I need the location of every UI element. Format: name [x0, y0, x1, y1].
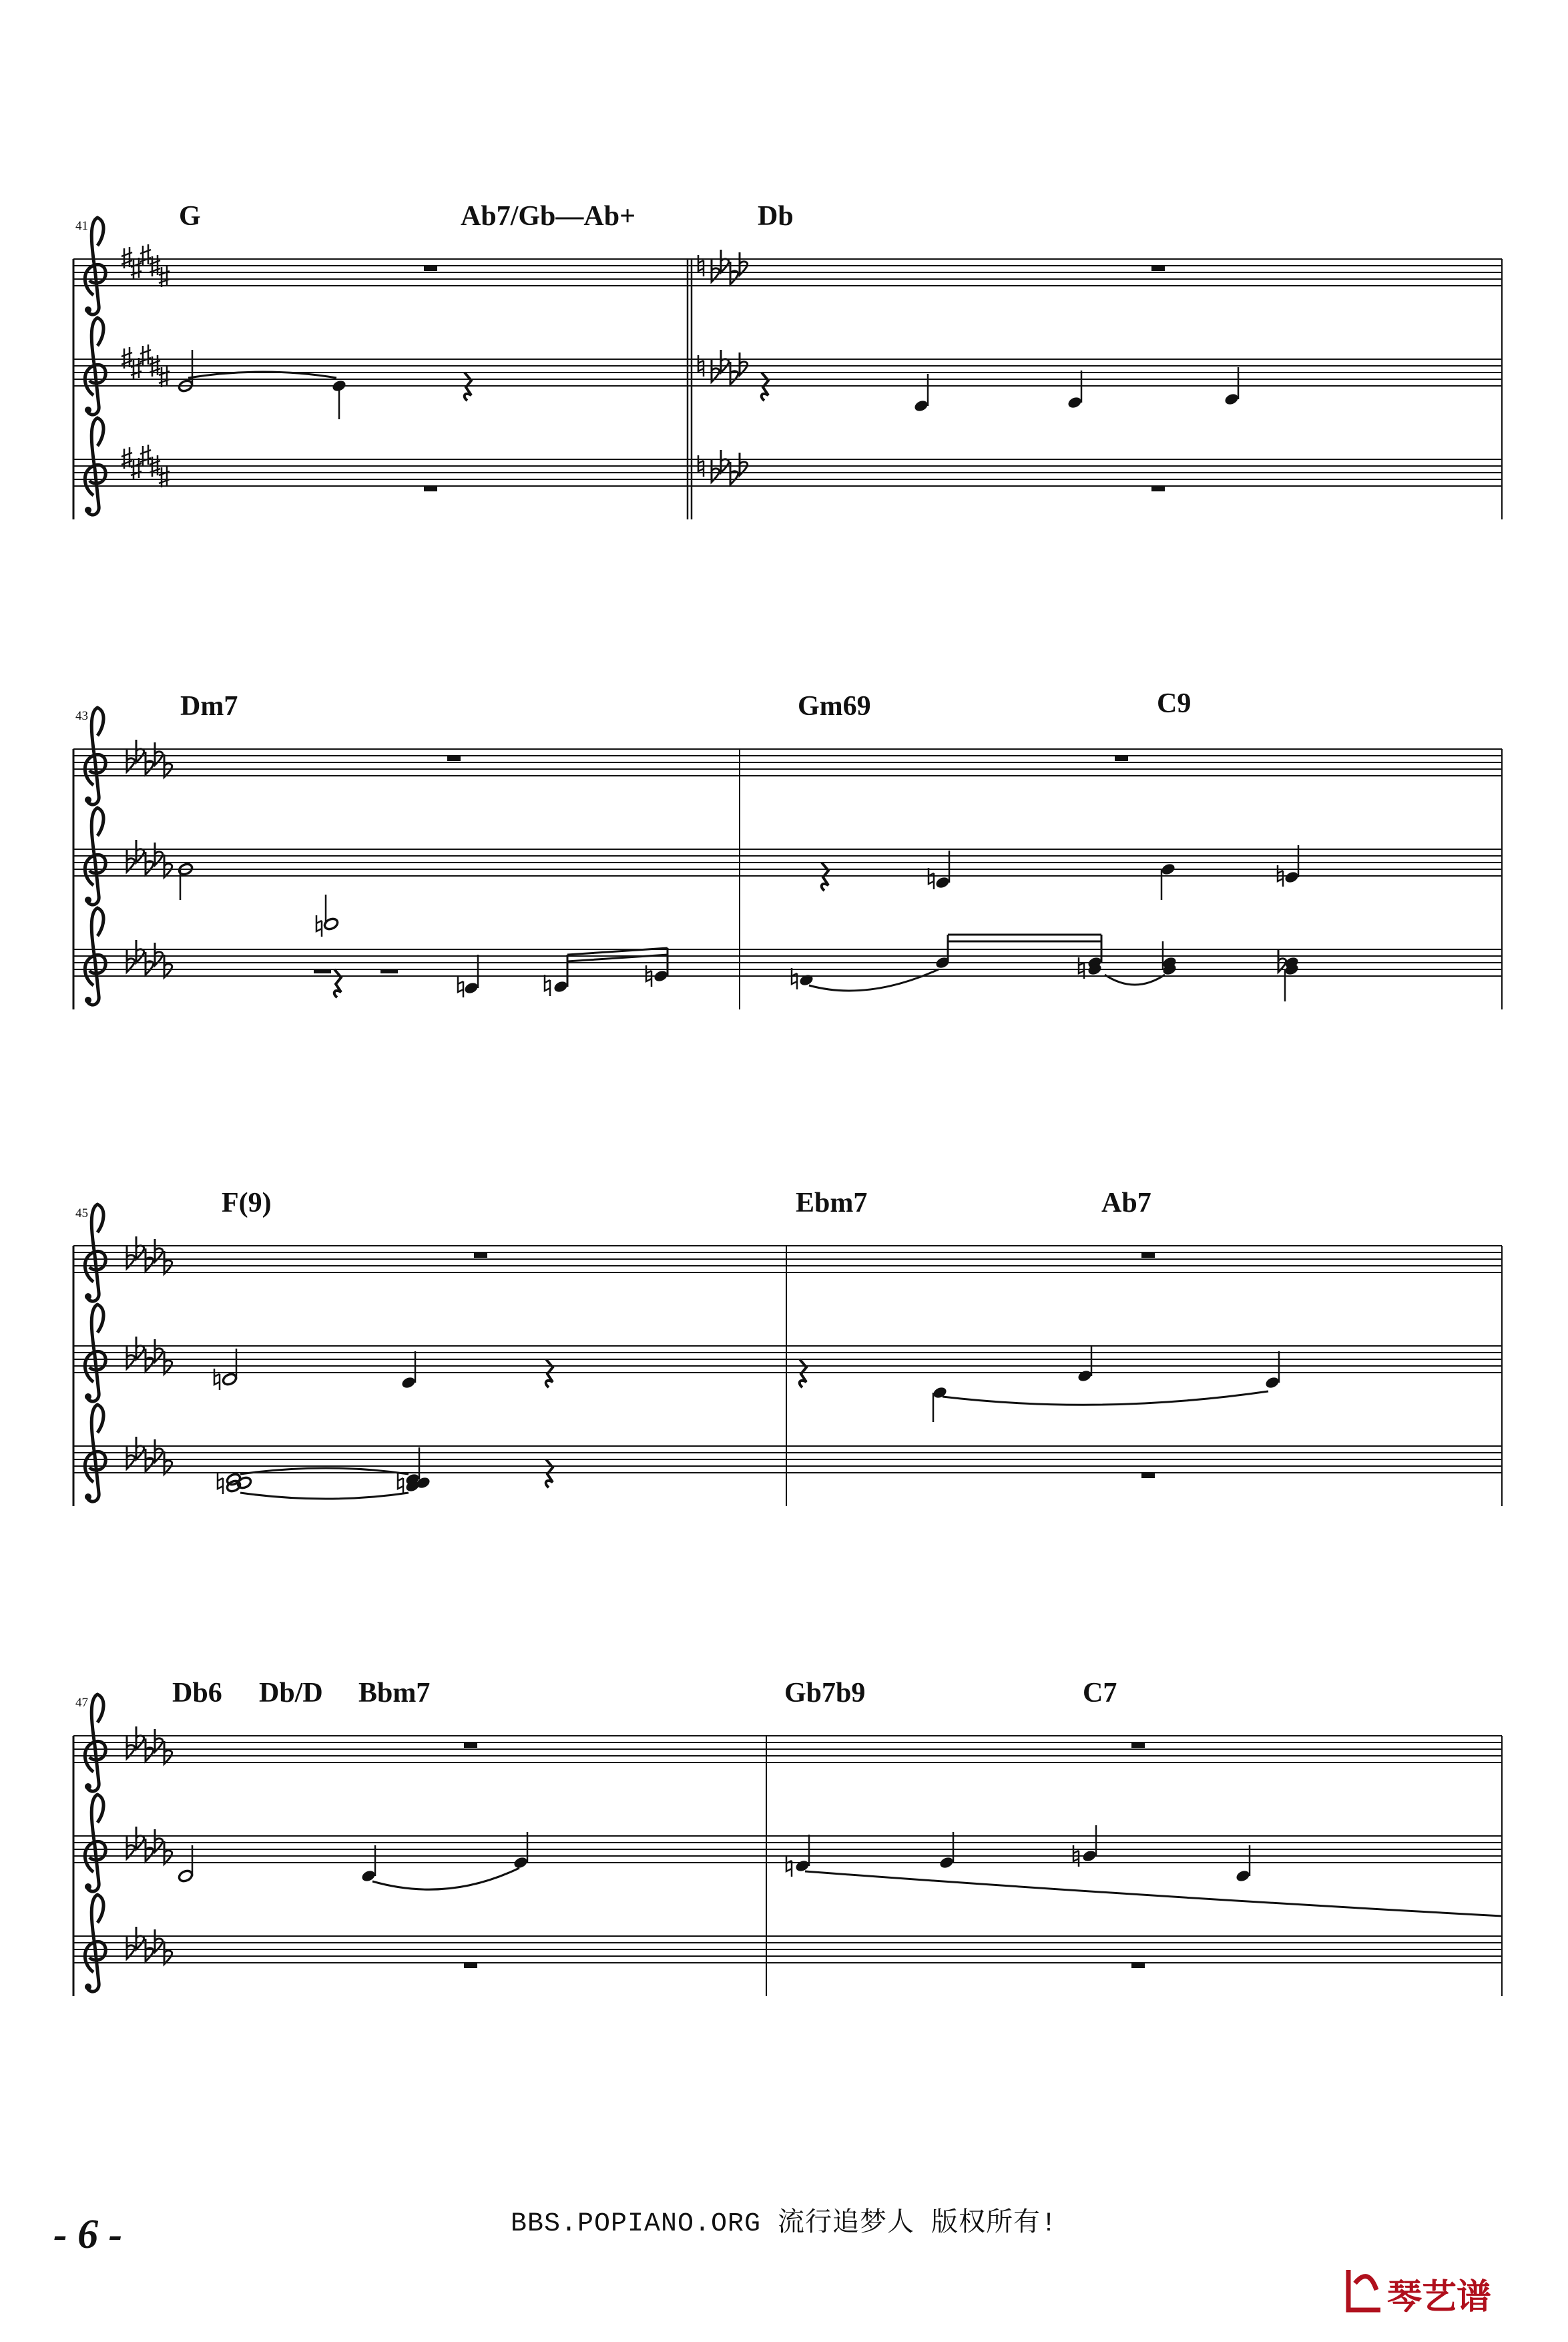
chord-symbol: Bbm7: [358, 1678, 431, 1708]
chord-symbol: Dm7: [180, 691, 238, 722]
measure-number: 47: [75, 1696, 88, 1710]
chord-symbol: Db: [758, 201, 794, 232]
chord-symbol: Ab7/Gb—Ab+: [461, 201, 636, 232]
page-number: - 6 -: [53, 2212, 123, 2257]
measure-number: 43: [75, 709, 88, 723]
chord-symbol: C7: [1083, 1678, 1117, 1708]
piano-score-logo-icon: [1348, 2270, 1380, 2310]
site-logo[interactable]: 琴艺谱: [1387, 2278, 1492, 2317]
measure-number: 41: [75, 219, 88, 233]
chord-symbol: C9: [1157, 688, 1192, 719]
chord-symbol: Db6: [172, 1678, 222, 1708]
chord-symbol: Ebm7: [796, 1188, 868, 1218]
chord-symbol: G: [179, 201, 201, 232]
chord-symbol: Gb7b9: [784, 1678, 866, 1708]
chord-symbol: Ab7: [1101, 1188, 1151, 1218]
measure-number: 45: [75, 1206, 88, 1220]
chord-symbol: F(9): [222, 1188, 272, 1218]
chord-symbol: Gm69: [798, 691, 871, 722]
chord-symbol: Db/D: [259, 1678, 323, 1708]
copyright-footer: BBS.POPIANO.ORG 流行追梦人 版权所有!: [510, 2209, 1058, 2239]
